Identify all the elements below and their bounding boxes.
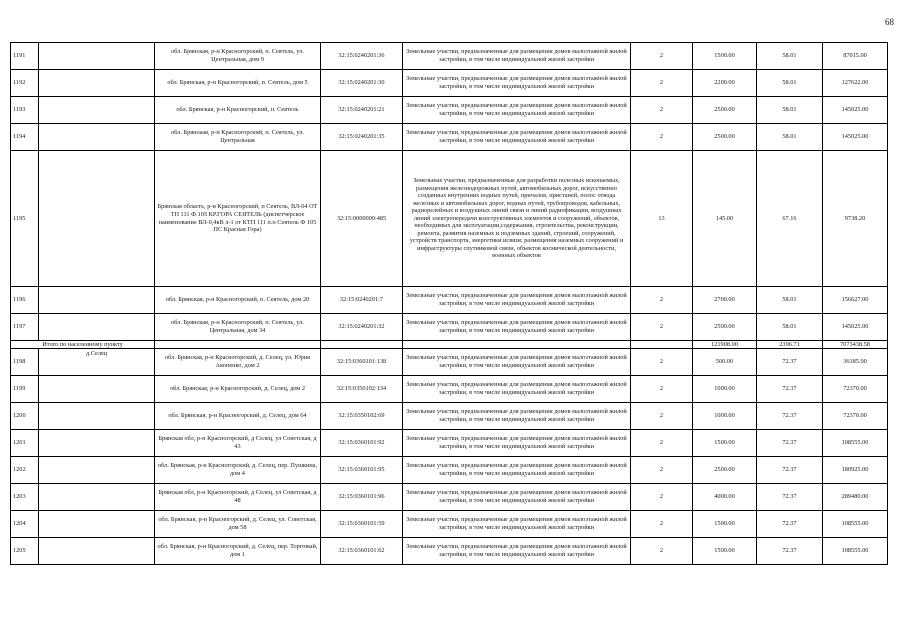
row-land-use: Земельные участки, предназначенные для размещения домов малоэтажной жилой застройки, в том числе индивидуальной жилой застройки <box>403 430 631 457</box>
row-cadastral-number: 32:15:0360101:95 <box>321 457 403 484</box>
row-cadastral-cost: 87015.00 <box>823 43 888 70</box>
land-registry-table <box>10 42 888 565</box>
blank-cell <box>39 403 155 430</box>
blank-cell <box>39 314 155 341</box>
row-specific-value: 58.01 <box>757 287 823 314</box>
row-number: 1204 <box>11 511 39 538</box>
row-cadastral-cost: 145025.00 <box>823 314 888 341</box>
row-area: 2500.00 <box>693 124 757 151</box>
settlement-name: д.Селец <box>86 350 108 357</box>
table-row <box>11 314 888 341</box>
row-land-use: Земельные участки, предназначенные для разработки полезных ископаемых, размещения железнодорожных путей, автомобильных дорог, искусственно созданных внутренних водных путей, причалов, пристаней, полос отвода железных и автомобильных дорог, водных путей, трубопроводов, кабельных, радиорелейных и воздушных линий связи и линий радиофикации, воздушных линий электропередачи конструктивных элементов и сооружений, объектов, необходимых для эксплуатации,содержания, строительства, реконструкции, ремонта, развития наземных и подземных зданий, строений, сооружений, устройств транспорта, энергетики исвязи; размещения наземных сооружений и инфраструктуры спутниковой связи, объектов космической деятельности, военных объектов <box>403 151 631 287</box>
row-address: обл. Брянская, р-н Красногорский, п. Сеятель, ул. Центральная <box>155 124 321 151</box>
table-row <box>11 349 888 376</box>
row-specific-value: 58.01 <box>757 43 823 70</box>
row-address: обл. Брянская, р-н Красногорский, п. Сеятель, ул. Центральная, дом 9 <box>155 43 321 70</box>
blank-cell <box>39 430 155 457</box>
row-specific-value: 72.37 <box>757 484 823 511</box>
table-row <box>11 430 888 457</box>
row-address: обл. Брянская, р-н Красногорский, д. Селец, дом 2 <box>155 376 321 403</box>
row-specific-value: 58.01 <box>757 70 823 97</box>
row-category: 2 <box>631 43 693 70</box>
row-address: Брянская обл, р-н Красногорский, д Селец, ул Советская, д 43 <box>155 430 321 457</box>
row-land-use: Земельные участки, предназначенные для размещения домов малоэтажной жилой застройки, в том числе индивидуальной жилой застройки <box>403 403 631 430</box>
row-specific-value: 72.37 <box>757 457 823 484</box>
row-number: 1199 <box>11 376 39 403</box>
row-land-use: Земельные участки, предназначенные для размещения домов малоэтажной жилой застройки, в том числе индивидуальной жилой застройки <box>403 538 631 565</box>
group1-rows <box>11 43 888 341</box>
row-address: Брянская обл, р-н Красногорский, д Селец, ул Советская, д 48 <box>155 484 321 511</box>
row-number: 1196 <box>11 287 39 314</box>
row-address: обл. Брянская, р-н Красногорский, д. Селец, ул. Советская, дом 58 <box>155 511 321 538</box>
row-area: 2700.00 <box>693 287 757 314</box>
blank-cell <box>39 484 155 511</box>
row-specific-value: 72.37 <box>757 349 823 376</box>
row-cadastral-cost: 108555.00 <box>823 430 888 457</box>
row-specific-value: 72.37 <box>757 430 823 457</box>
table-row <box>11 70 888 97</box>
row-category: 2 <box>631 430 693 457</box>
row-area: 2500.00 <box>693 457 757 484</box>
row-category: 2 <box>631 287 693 314</box>
row-number: 1194 <box>11 124 39 151</box>
row-specific-value: 58.01 <box>757 97 823 124</box>
row-area: 1500.00 <box>693 538 757 565</box>
row-cadastral-cost: 72370.00 <box>823 403 888 430</box>
row-area: 1500.00 <box>693 430 757 457</box>
blank-cell <box>39 97 155 124</box>
row-number: 1198 <box>11 349 39 376</box>
row-cadastral-number: 32:15:0240201:21 <box>321 97 403 124</box>
row-address: обл. Брянская, р-н Красногорский, п. Сеятель, дом 5 <box>155 70 321 97</box>
subtotal-cost: 7073438.58 <box>823 341 888 349</box>
row-category: 2 <box>631 349 693 376</box>
group2-rows <box>11 349 888 565</box>
row-cadastral-cost: 156627.00 <box>823 287 888 314</box>
table-row <box>11 511 888 538</box>
subtotal-area: 121908.00 <box>693 341 757 349</box>
table-row <box>11 151 888 287</box>
blank-cell <box>39 70 155 97</box>
row-category: 2 <box>631 314 693 341</box>
row-land-use: Земельные участки, предназначенные для размещения домов малоэтажной жилой застройки, в том числе индивидуальной жилой застройки <box>403 97 631 124</box>
row-cadastral-cost: 36185.00 <box>823 349 888 376</box>
row-land-use: Земельные участки, предназначенные для размещения домов малоэтажной жилой застройки, в том числе индивидуальной жилой застройки <box>403 511 631 538</box>
row-address: обл. Брянская, р-н Красногорский, п. Сеятель <box>155 97 321 124</box>
row-land-use: Земельные участки, предназначенные для размещения домов малоэтажной жилой застройки, в том числе индивидуальной жилой застройки <box>403 287 631 314</box>
blank-cell <box>39 287 155 314</box>
subtotal-section <box>11 341 888 349</box>
row-address: обл. Брянская, р-н Красногорский, п. Сеятель, дом 20 <box>155 287 321 314</box>
blank-cell <box>39 457 155 484</box>
page-number: 68 <box>885 17 894 27</box>
row-address: обл. Брянская, р-н Красногорский, д. Селец, ул. Юрия Акопенко, дом 2 <box>155 349 321 376</box>
row-cadastral-number: 32:15:0360101:92 <box>321 430 403 457</box>
row-area: 145.00 <box>693 151 757 287</box>
row-number: 1202 <box>11 457 39 484</box>
blank-cell <box>39 151 155 287</box>
row-cadastral-number: 32:15:0240201:32 <box>321 314 403 341</box>
row-category: 2 <box>631 97 693 124</box>
row-address: обл. Брянская, р-н Красногорский, п. Сеятель, ул. Центральная, дом 34 <box>155 314 321 341</box>
row-area: 1500.00 <box>693 511 757 538</box>
row-number: 1195 <box>11 151 39 287</box>
row-cadastral-number: 32:15:0360101:138 <box>321 349 403 376</box>
row-land-use: Земельные участки, предназначенные для размещения домов малоэтажной жилой застройки, в том числе индивидуальной жилой застройки <box>403 376 631 403</box>
row-number: 1203 <box>11 484 39 511</box>
row-number: 1193 <box>11 97 39 124</box>
row-area: 1000.00 <box>693 403 757 430</box>
row-cadastral-number: 32:15:0240201:7 <box>321 287 403 314</box>
row-specific-value: 72.37 <box>757 511 823 538</box>
row-address: обл. Брянская, р-н Красногорский, д. Селец, пер. Торговый, дом 1 <box>155 538 321 565</box>
row-area: 1500.00 <box>693 43 757 70</box>
row-number: 1205 <box>11 538 39 565</box>
row-land-use: Земельные участки, предназначенные для размещения домов малоэтажной жилой застройки, в том числе индивидуальной жилой застройки <box>403 124 631 151</box>
row-cadastral-cost: 289480.00 <box>823 484 888 511</box>
row-address: обл. Брянская, р-н Красногорский, д. Селец, пер. Пушкина, дом 4 <box>155 457 321 484</box>
table-row <box>11 457 888 484</box>
row-area: 1000.00 <box>693 376 757 403</box>
row-cadastral-number: 32:15:0240201:36 <box>321 43 403 70</box>
row-land-use: Земельные участки, предназначенные для размещения домов малоэтажной жилой застройки, в том числе индивидуальной жилой застройки <box>403 349 631 376</box>
table-row <box>11 287 888 314</box>
row-category: 2 <box>631 70 693 97</box>
row-category: 2 <box>631 376 693 403</box>
row-land-use: Земельные участки, предназначенные для размещения домов малоэтажной жилой застройки, в том числе индивидуальной жилой застройки <box>403 484 631 511</box>
row-area: 500.00 <box>693 349 757 376</box>
row-cadastral-cost: 9738.20 <box>823 151 888 287</box>
row-category: 2 <box>631 457 693 484</box>
table-row <box>11 403 888 430</box>
row-specific-value: 58.01 <box>757 314 823 341</box>
row-cadastral-number: 32:15:0240201:30 <box>321 70 403 97</box>
row-cadastral-number: 32:15:0350102:69 <box>321 403 403 430</box>
subtotal-value: 2396.71 <box>757 341 823 349</box>
row-cadastral-number: 32:15:0360101:59 <box>321 511 403 538</box>
row-land-use: Земельные участки, предназначенные для размещения домов малоэтажной жилой застройки, в том числе индивидуальной жилой застройки <box>403 70 631 97</box>
row-cadastral-cost: 180925.00 <box>823 457 888 484</box>
row-cadastral-cost: 72370.00 <box>823 376 888 403</box>
row-area: 4000.00 <box>693 484 757 511</box>
row-area: 2500.00 <box>693 97 757 124</box>
row-category: 2 <box>631 124 693 151</box>
row-cadastral-cost: 145025.00 <box>823 124 888 151</box>
row-cadastral-number: 32:15:0240201:35 <box>321 124 403 151</box>
row-land-use: Земельные участки, предназначенные для размещения домов малоэтажной жилой застройки, в том числе индивидуальной жилой застройки <box>403 314 631 341</box>
blank-cell <box>39 538 155 565</box>
row-specific-value: 67.16 <box>757 151 823 287</box>
table-row <box>11 97 888 124</box>
row-number: 1197 <box>11 314 39 341</box>
row-specific-value: 72.37 <box>757 538 823 565</box>
subtotal-row <box>11 341 888 349</box>
row-number: 1200 <box>11 403 39 430</box>
row-category: 2 <box>631 484 693 511</box>
row-cadastral-cost: 127622.00 <box>823 70 888 97</box>
row-specific-value: 72.37 <box>757 376 823 403</box>
row-category: 2 <box>631 403 693 430</box>
table-row <box>11 484 888 511</box>
table-row <box>11 43 888 70</box>
row-number: 1192 <box>11 70 39 97</box>
blank-cell <box>39 376 155 403</box>
row-cadastral-number: 32:15:0360101:96 <box>321 484 403 511</box>
table-row <box>11 124 888 151</box>
row-address: обл. Брянская, р-н Красногорский, д. Селец, дом 64 <box>155 403 321 430</box>
row-cadastral-number: 32:15:0350102:134 <box>321 376 403 403</box>
row-land-use: Земельные участки, предназначенные для размещения домов малоэтажной жилой застройки, в том числе индивидуальной жилой застройки <box>403 457 631 484</box>
row-area: 2500.00 <box>693 314 757 341</box>
row-number: 1191 <box>11 43 39 70</box>
row-category: 13 <box>631 151 693 287</box>
row-address: Брянская область, р-н Красногорский, п Сеятель, ВЛ-04 ОТ ТП 111 Ф.105 КР.ГОРА СЕЯТЕЛЬ (диспетчерское наименование ВЛ-0,4кВ л-1 от КТП 111 п.п Сеятель Ф 105 ПС Красная Гора) <box>155 151 321 287</box>
table-row <box>11 376 888 403</box>
row-cadastral-number: 32:15:0360101:62 <box>321 538 403 565</box>
row-category: 2 <box>631 538 693 565</box>
table-row <box>11 538 888 565</box>
row-land-use: Земельные участки, предназначенные для размещения домов малоэтажной жилой застройки, в том числе индивидуальной жилой застройки <box>403 43 631 70</box>
row-cadastral-cost: 145025.00 <box>823 97 888 124</box>
blank-cell <box>39 124 155 151</box>
subtotal-label: Итого по населенному пункту <box>11 341 155 349</box>
row-category: 2 <box>631 511 693 538</box>
row-number: 1201 <box>11 430 39 457</box>
row-cadastral-number: 32:15:0000000:485 <box>321 151 403 287</box>
row-cadastral-cost: 108555.00 <box>823 538 888 565</box>
blank-cell <box>39 511 155 538</box>
row-cadastral-cost: 108555.00 <box>823 511 888 538</box>
row-area: 2200.00 <box>693 70 757 97</box>
blank-cell <box>39 43 155 70</box>
row-specific-value: 58.01 <box>757 124 823 151</box>
row-specific-value: 72.37 <box>757 403 823 430</box>
